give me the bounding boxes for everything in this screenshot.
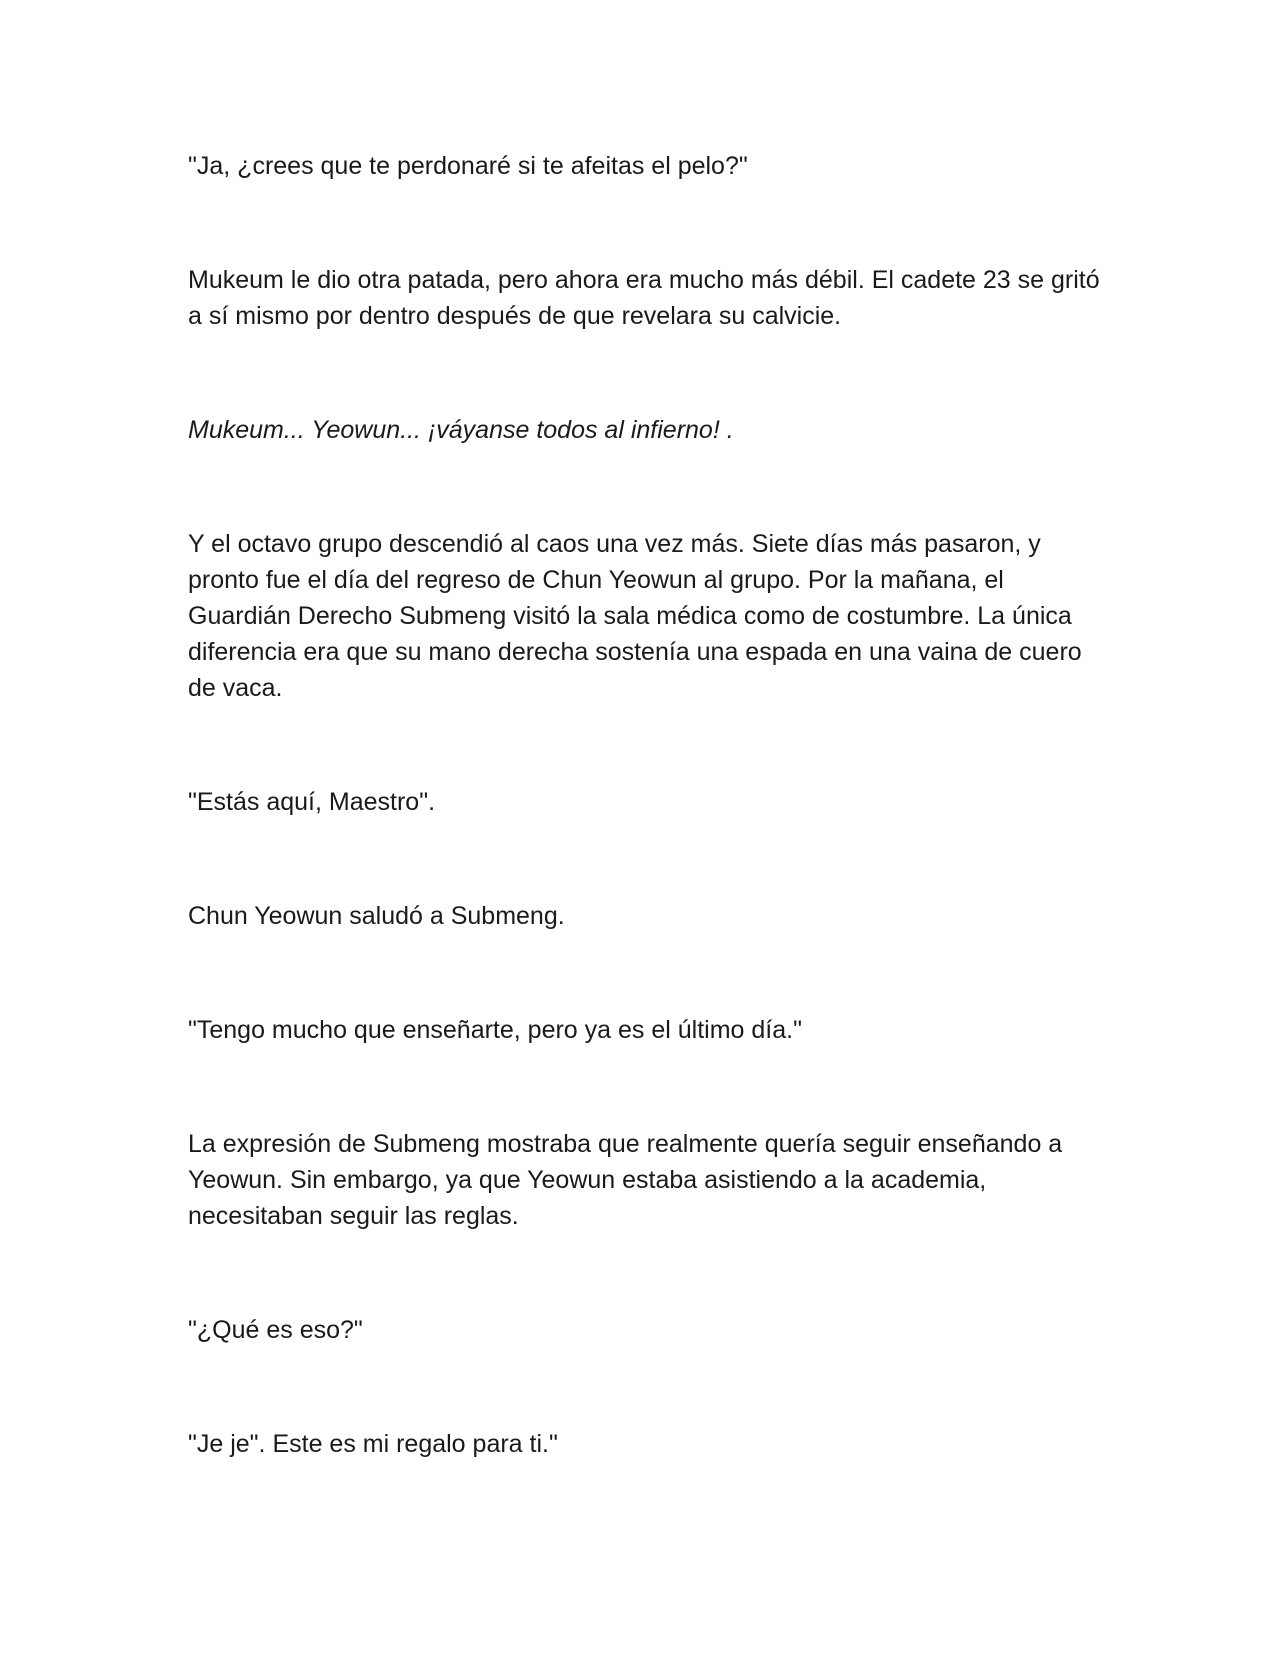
paragraph-chun-greets: Chun Yeowun saludó a Submeng. bbox=[188, 902, 565, 930]
paragraph-what-is-that: "¿Qué es eso?" bbox=[188, 1316, 363, 1344]
paragraph-eighth-group: Y el octavo grupo descendió al caos una vez más. Siete días más pasaron, y pronto fue el día del regreso de Chun Yeowun al grupo. Por la mañana, el Guardián Derecho Submeng visitó la sala médica como de costumbre. La única diferencia era que su mano derecha sostenía una espada en una vaina de cuero de vaca. bbox=[188, 530, 1082, 702]
paragraph-submeng-expression: La expresión de Submeng mostraba que realmente quería seguir enseñando a Yeowun. Sin embargo, ya que Yeowun estaba asistiendo a la academia, necesitaban seguir las reglas. bbox=[188, 1130, 1063, 1230]
paragraph-gift: "Je je". Este es mi regalo para ti." bbox=[188, 1430, 558, 1458]
paragraph-inner-thought: Mukeum... Yeowun... ¡váyanse todos al infierno! . bbox=[188, 416, 734, 444]
paragraph-dialogue-shave: "Ja, ¿crees que te perdonaré si te afeitas el pelo?" bbox=[188, 152, 748, 180]
paragraph-last-day: "Tengo mucho que enseñarte, pero ya es el último día." bbox=[188, 1016, 802, 1044]
paragraph-greeting-master: "Estás aquí, Maestro". bbox=[188, 788, 436, 816]
paragraph-mukeum-kick: Mukeum le dio otra patada, pero ahora era mucho más débil. El cadete 23 se gritó a sí mismo por dentro después de que revelara su calvicie. bbox=[188, 266, 1100, 330]
